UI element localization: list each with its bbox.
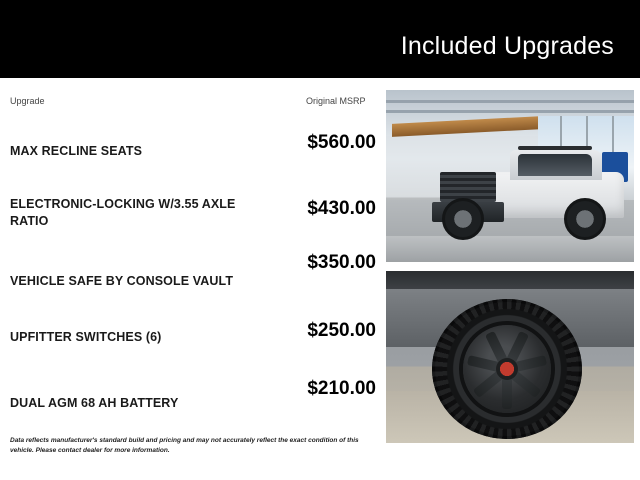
table-row — [0, 120, 384, 182]
column-header-msrp: Original MSRP — [306, 96, 366, 106]
roof-light-bar — [518, 146, 592, 150]
page-body — [0, 78, 640, 480]
wheel-scene — [386, 271, 634, 443]
wheel-center-cap — [496, 358, 518, 380]
truck-front-wheel — [442, 198, 484, 240]
vehicle-photos — [386, 90, 634, 443]
upgrade-name: UPFITTER SWITCHES (6) — [10, 329, 162, 344]
disclaimer-text: Data reflects manufacturer's standard build and pricing and may not accurately reflect the exact condition of this vehicle. Please contact dealer for more information. — [10, 437, 359, 455]
ceiling-beam — [386, 100, 634, 103]
page-header — [0, 0, 640, 78]
upgrade-name: ELECTRONIC-LOCKING W/3.55 AXLE RATIO — [10, 197, 236, 228]
truck-windshield — [518, 154, 592, 176]
table-rows — [0, 120, 384, 430]
upgrades-table — [0, 78, 384, 480]
upgrade-price: $210.00 — [307, 378, 376, 399]
truck-illustration — [406, 138, 624, 242]
upgrade-price: $560.00 — [307, 132, 376, 153]
upgrade-name: DUAL AGM 68 AH BATTERY — [10, 395, 179, 410]
truck-rear-wheel — [564, 198, 606, 240]
upgrade-price: $250.00 — [307, 320, 376, 341]
showroom-scene — [386, 90, 634, 262]
upgrade-price: $350.00 — [307, 252, 376, 273]
tire — [432, 299, 582, 439]
ceiling-beam — [386, 110, 634, 113]
vehicle-photo-showroom — [386, 90, 634, 262]
table-row — [0, 244, 384, 306]
table-row — [0, 182, 384, 244]
upgrade-price: $430.00 — [307, 198, 376, 219]
truck-grille — [440, 172, 496, 202]
vehicle-photo-wheel — [386, 271, 634, 443]
wheel-rim — [463, 325, 551, 413]
table-row — [0, 306, 384, 368]
upgrade-name: VEHICLE SAFE BY CONSOLE VAULT — [10, 273, 234, 288]
table-row — [0, 368, 384, 430]
table-column-headers — [0, 96, 384, 106]
page-title: Included Upgrades — [400, 31, 614, 60]
upgrade-name: MAX RECLINE SEATS — [10, 143, 143, 158]
column-header-upgrade: Upgrade — [10, 96, 45, 106]
